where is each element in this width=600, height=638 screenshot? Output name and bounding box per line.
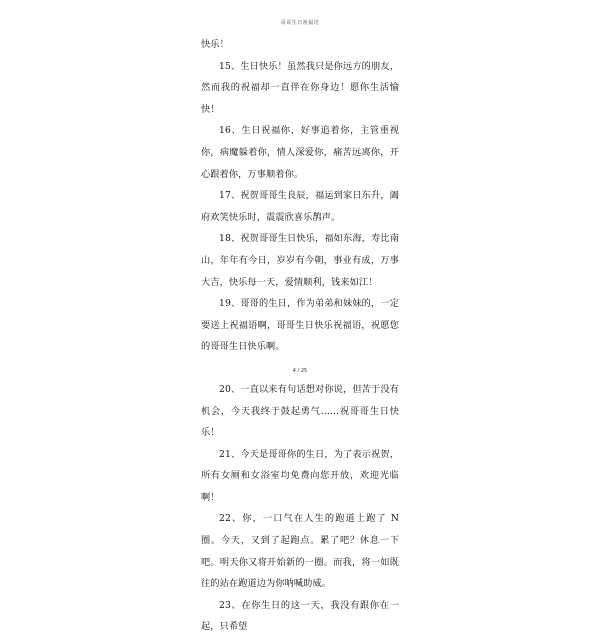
paragraph: 23、在你生日的这一天，我没有跟你在一起，只希望 bbox=[201, 599, 399, 633]
paragraph: 18、祝贺哥哥生日快乐，福如东海，寿比南山，年年有今日，岁岁有今朝，事业有成，万事大吉，快乐每一天，爱情顺利，钱来如江！ bbox=[201, 233, 399, 288]
paragraph: 22、你，一口气在人生的跑道上跑了 N 圈。今天，又到了起跑点。累了吧？休息一下吧。明天你又将开始新的一圈。而我，将一如既往的站在跑道边为你呐喊助威。 bbox=[201, 513, 399, 590]
paragraph: 快乐！ bbox=[201, 39, 229, 50]
page-header: 哥哥生日祝福语 bbox=[280, 20, 320, 26]
paragraph: 17、祝贺哥哥生良辰，福运到家日东升，阖府欢笑快乐时，震震欣喜乐鹊声。 bbox=[201, 190, 399, 223]
paragraph: 20、一直以来有句话想对你说，但苦于没有机会，今天我终于鼓起勇气……祝哥哥生日快乐！ bbox=[201, 383, 399, 439]
paragraph: 16、生日祝福你，好事追着你，主管重视你，病魔躲着你，情人深爱你，痛苦远离你，开心跟着你，万事顺着你。 bbox=[201, 125, 399, 180]
document-body bbox=[201, 34, 399, 638]
page-number: 4 / 25 bbox=[292, 368, 308, 374]
paragraph: 21、今天是哥哥你的生日，为了表示祝贺，所有女厕和女浴室均免费向您开放，欢迎光临啊！ bbox=[201, 448, 399, 503]
paragraph: 19、哥哥的生日，作为弟弟和妹妹的，一定要送上祝福语啊，哥哥生日快乐祝福语，祝愿您的哥哥生日快乐啊。 bbox=[201, 298, 399, 353]
paragraph: 15、生日快乐！虽然我只是你远方的朋友，然而我的祝福却一直伴在你身边！愿你生活愉快！ bbox=[201, 60, 399, 115]
